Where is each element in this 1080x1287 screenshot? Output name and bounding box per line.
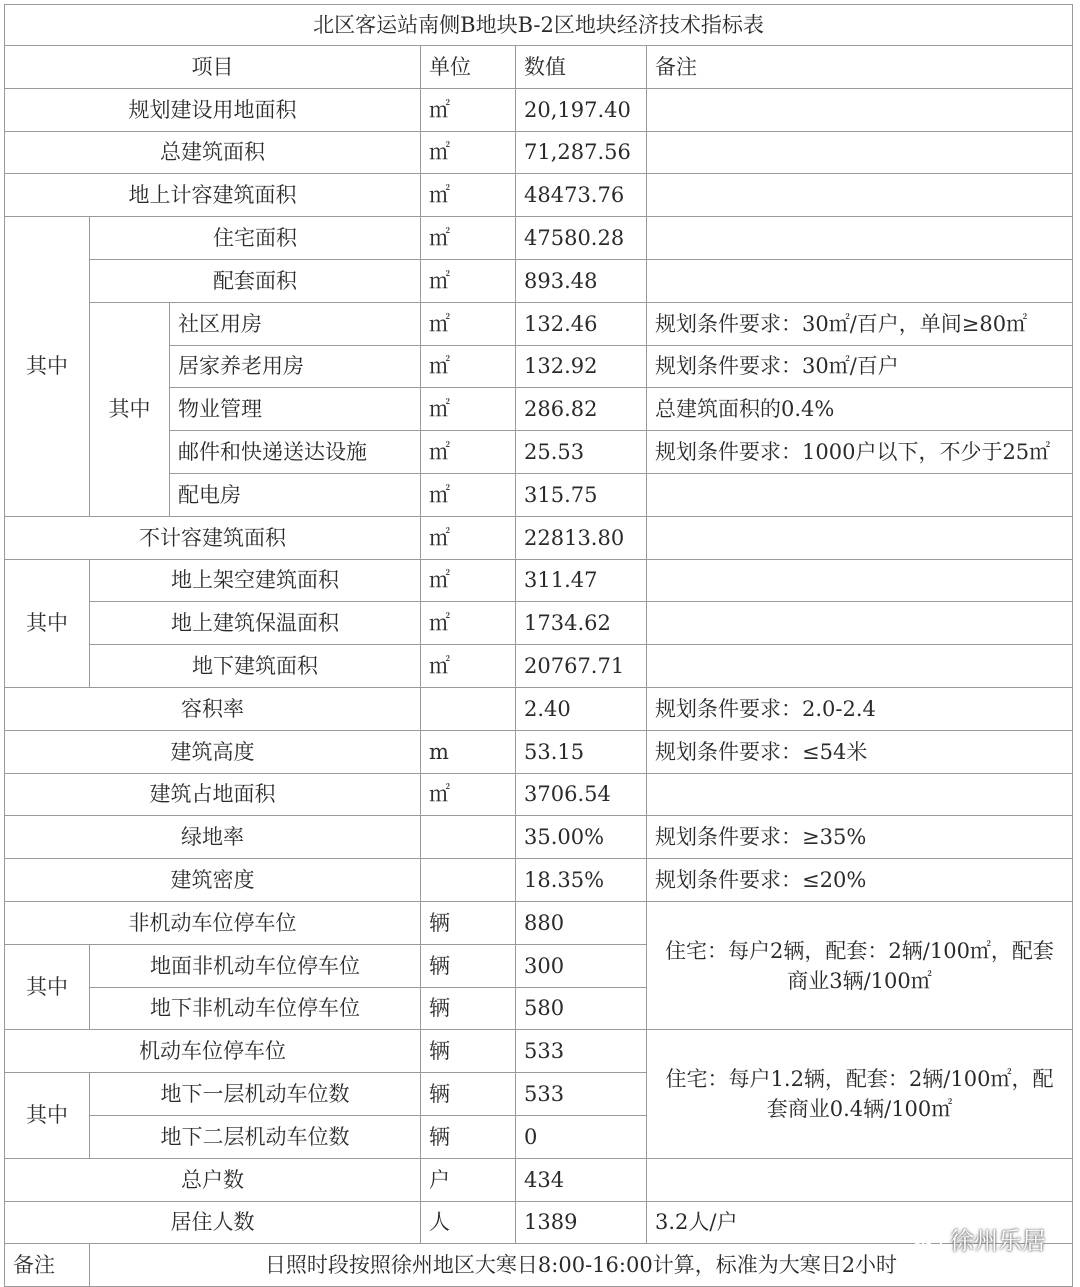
row-note [647, 174, 1073, 217]
row-value: 315.75 [516, 473, 647, 516]
row-value: 3706.54 [516, 773, 647, 816]
row-label: 地上架空建筑面积 [90, 559, 421, 602]
row-note: 规划条件要求：≤20% [647, 859, 1073, 902]
table-row [5, 773, 1073, 816]
row-value: 132.92 [516, 345, 647, 388]
row-unit [421, 816, 516, 859]
row-label: 地上计容建筑面积 [5, 174, 421, 217]
table-row [5, 1158, 1073, 1201]
row-value: 25.53 [516, 431, 647, 474]
row-value: 48473.76 [516, 174, 647, 217]
row-value: 18.35% [516, 859, 647, 902]
row-value: 533 [516, 1073, 647, 1116]
row-unit: ㎡ [421, 131, 516, 174]
row-value: 880 [516, 901, 647, 944]
row-unit: ㎡ [421, 302, 516, 345]
row-note [647, 773, 1073, 816]
row-value: 311.47 [516, 559, 647, 602]
table-title: 北区客运站南侧B地块B-2区地块经济技术指标表 [5, 5, 1073, 46]
table-row [5, 131, 1073, 174]
row-label: 机动车位停车位 [5, 1030, 421, 1073]
row-unit: ㎡ [421, 473, 516, 516]
row-label: 住宅面积 [90, 217, 421, 260]
row-note: 3.2人/户 [647, 1201, 1073, 1244]
row-label: 地面非机动车位停车位 [90, 944, 421, 987]
row-unit: 人 [421, 1201, 516, 1244]
row-unit: 辆 [421, 1073, 516, 1116]
table-row [5, 302, 1073, 345]
row-note: 规划条件要求：≥35% [647, 816, 1073, 859]
row-label: 地下一层机动车位数 [90, 1073, 421, 1116]
row-note [647, 259, 1073, 302]
row-note [647, 131, 1073, 174]
row-value: 1734.62 [516, 602, 647, 645]
row-note [647, 516, 1073, 559]
row-label: 地下建筑面积 [90, 645, 421, 688]
row-label: 总户数 [5, 1158, 421, 1201]
row-unit: 辆 [421, 944, 516, 987]
note-line: 住宅：每户1.2辆，配套：2辆/100㎡，配 [665, 1067, 1054, 1092]
row-value: 434 [516, 1158, 647, 1201]
row-label: 地下非机动车位停车位 [90, 987, 421, 1030]
row-value: 35.00% [516, 816, 647, 859]
row-note: 规划条件要求：2.0-2.4 [647, 687, 1073, 730]
table-row [5, 859, 1073, 902]
row-unit [421, 687, 516, 730]
row-label: 不计容建筑面积 [5, 516, 421, 559]
table-row [5, 602, 1073, 645]
table-row [5, 730, 1073, 773]
row-unit: 户 [421, 1158, 516, 1201]
header-item: 项目 [5, 46, 421, 89]
group-label: 其中 [5, 1073, 90, 1159]
table-row [5, 901, 1073, 944]
remark-text: 日照时段按照徐州地区大寒日8:00-16:00计算，标准为大寒日2小时 [90, 1244, 1073, 1287]
header-row [5, 46, 1073, 89]
row-value: 300 [516, 944, 647, 987]
row-note [647, 217, 1073, 260]
row-value: 580 [516, 987, 647, 1030]
table-row [5, 516, 1073, 559]
motor-parking-note [647, 1030, 1073, 1158]
group-label: 其中 [5, 559, 90, 687]
row-value: 20767.71 [516, 645, 647, 688]
header-unit: 单位 [421, 46, 516, 89]
row-label: 地上建筑保温面积 [90, 602, 421, 645]
row-unit: ㎡ [421, 88, 516, 131]
note-line: 住宅：每户2辆，配套：2辆/100㎡，配套 [665, 938, 1054, 963]
row-value: 286.82 [516, 388, 647, 431]
row-label: 配套面积 [90, 259, 421, 302]
row-label: 绿地率 [5, 816, 421, 859]
watermark-text: 徐州乐居 [950, 1227, 1046, 1255]
row-unit: 辆 [421, 987, 516, 1030]
row-note [647, 88, 1073, 131]
row-unit: 辆 [421, 901, 516, 944]
row-note [647, 559, 1073, 602]
row-note: 规划条件要求：≤54米 [647, 730, 1073, 773]
row-unit: ㎡ [421, 217, 516, 260]
row-value: 47580.28 [516, 217, 647, 260]
row-value: 53.15 [516, 730, 647, 773]
table-row [5, 559, 1073, 602]
row-unit: 辆 [421, 1030, 516, 1073]
table-row [5, 174, 1073, 217]
row-value: 1389 [516, 1201, 647, 1244]
row-unit: ㎡ [421, 388, 516, 431]
row-value: 533 [516, 1030, 647, 1073]
nonmotor-parking-note [647, 901, 1073, 1029]
header-note: 备注 [647, 46, 1073, 89]
row-value: 22813.80 [516, 516, 647, 559]
row-label: 建筑高度 [5, 730, 421, 773]
title-row [5, 5, 1073, 46]
row-unit: ㎡ [421, 602, 516, 645]
row-note [647, 602, 1073, 645]
wechat-icon [910, 1225, 944, 1253]
row-note [647, 473, 1073, 516]
table-row [5, 88, 1073, 131]
row-label: 居家养老用房 [170, 345, 421, 388]
row-label: 建筑占地面积 [5, 773, 421, 816]
row-unit: ㎡ [421, 345, 516, 388]
subgroup-label: 其中 [90, 302, 170, 516]
row-label: 社区用房 [170, 302, 421, 345]
row-note [647, 1158, 1073, 1201]
row-value: 20,197.40 [516, 88, 647, 131]
remark-label: 备注 [5, 1244, 90, 1287]
row-label: 非机动车位停车位 [5, 901, 421, 944]
row-label: 物业管理 [170, 388, 421, 431]
row-value: 0 [516, 1115, 647, 1158]
row-unit: ㎡ [421, 773, 516, 816]
watermark [910, 1221, 1046, 1256]
row-label: 邮件和快递送达设施 [170, 431, 421, 474]
row-label: 容积率 [5, 687, 421, 730]
row-label: 总建筑面积 [5, 131, 421, 174]
row-label: 建筑密度 [5, 859, 421, 902]
row-value: 132.46 [516, 302, 647, 345]
row-label: 配电房 [170, 473, 421, 516]
row-note: 规划条件要求：30㎡/百户，单间≥80㎡ [647, 302, 1073, 345]
table-row [5, 259, 1073, 302]
table-row [5, 816, 1073, 859]
row-note [647, 645, 1073, 688]
row-unit: ㎡ [421, 516, 516, 559]
table-row [5, 687, 1073, 730]
row-unit: ㎡ [421, 645, 516, 688]
row-value: 2.40 [516, 687, 647, 730]
row-note: 总建筑面积的0.4% [647, 388, 1073, 431]
group-label: 其中 [5, 944, 90, 1030]
row-note: 规划条件要求：1000户以下，不少于25㎡ [647, 431, 1073, 474]
note-line: 商业3辆/100㎡ [787, 968, 932, 993]
note-line: 套商业0.4辆/100㎡ [766, 1097, 953, 1122]
table-row [5, 1030, 1073, 1073]
row-unit: ㎡ [421, 259, 516, 302]
row-value: 71,287.56 [516, 131, 647, 174]
indicator-table [4, 4, 1073, 1287]
table-row [5, 217, 1073, 260]
row-unit: ㎡ [421, 431, 516, 474]
row-note: 规划条件要求：30㎡/百户 [647, 345, 1073, 388]
row-label: 规划建设用地面积 [5, 88, 421, 131]
table-row [5, 645, 1073, 688]
row-unit: ㎡ [421, 174, 516, 217]
row-unit: 辆 [421, 1115, 516, 1158]
row-unit: ㎡ [421, 559, 516, 602]
row-unit [421, 859, 516, 902]
row-value: 893.48 [516, 259, 647, 302]
group-label: 其中 [5, 217, 90, 517]
header-value: 数值 [516, 46, 647, 89]
row-label: 居住人数 [5, 1201, 421, 1244]
row-unit: m [421, 730, 516, 773]
row-label: 地下二层机动车位数 [90, 1115, 421, 1158]
